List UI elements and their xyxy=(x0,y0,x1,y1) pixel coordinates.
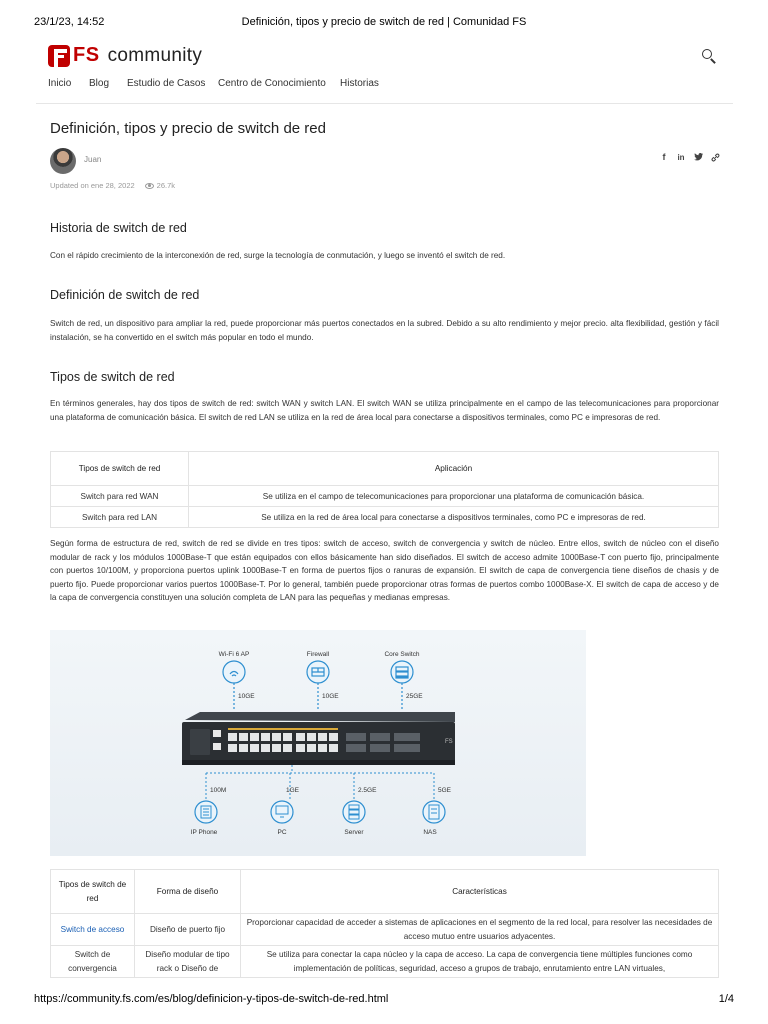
nav-item-inicio[interactable]: Inicio xyxy=(48,78,72,89)
switch-de-acceso-link[interactable]: Switch de acceso xyxy=(60,924,125,934)
table-cell: Switch para red LAN xyxy=(51,507,189,528)
topbar xyxy=(36,38,733,76)
view-count: 26.7k xyxy=(156,181,176,190)
section-title-definicion: Definición de switch de red xyxy=(50,288,200,302)
logo-community-text: community xyxy=(107,44,203,66)
network-diagram-image xyxy=(50,630,586,856)
link-label-25ge: 25GE xyxy=(406,693,423,700)
device-label-nas: NAS xyxy=(423,829,437,836)
device-label-pc: PC xyxy=(277,829,287,836)
table-cell: Diseño de puerto fijo xyxy=(135,914,241,946)
linkedin-icon[interactable]: in xyxy=(677,153,685,162)
section-text-historia: Con el rápido crecimiento de la interconexión de red, surge la tecnología de conmutación, y luego se inventó el switch de red. xyxy=(50,251,506,260)
switch-image xyxy=(182,712,455,765)
section-text-definicion: Switch de red, un dispositivo para ampliar la red, puede proporcionar más puertos conectados en la subred. Debido a su alto rendimiento y mejor precio. alta flexibilidad, gestión y fácil instalación, se ha convertido en el switch más popular en todo el mundo. xyxy=(50,319,719,342)
table-header-row xyxy=(51,870,719,914)
print-url: https://community.fs.com/es/blog/definicion-y-tipos-de-switch-de-red.html xyxy=(34,993,389,1005)
main-nav xyxy=(36,76,733,104)
switch-brand-label: FS xyxy=(445,739,453,745)
article-title: Definición, tipos y precio de switch de red xyxy=(50,120,326,137)
link-label-5ge: 5GE xyxy=(438,787,452,794)
print-page-title: Definición, tipos y precio de switch de red | Comunidad FS xyxy=(241,16,527,28)
nav-item-estudio-de-casos[interactable]: Estudio de Casos xyxy=(127,78,206,89)
author-name[interactable]: Juan xyxy=(84,155,102,164)
table-row xyxy=(51,486,719,507)
share-buttons xyxy=(660,153,719,162)
device-label-firewall: Firewall xyxy=(306,651,330,658)
characteristics-table xyxy=(50,869,719,978)
table-header-cell: Forma de diseño xyxy=(135,870,241,914)
twitter-icon[interactable] xyxy=(694,153,702,162)
link-label-100m: 100M xyxy=(210,787,227,794)
print-page-number: 1/4 xyxy=(718,993,734,1005)
nas-icon xyxy=(423,801,445,823)
fs-logo-icon xyxy=(48,45,70,67)
table-header-cell: Aplicación xyxy=(189,452,719,486)
author-row xyxy=(50,148,719,174)
section-text-tipos: En términos generales, hay dos tipos de switch de red: switch WAN y switch LAN. El switch WAN se utiliza principalmente en el campo de las telecomunicaciones para proporcionar una plataforma de comunicación básica. El switch de red LAN se utiliza en la red de área local para conectarse a dispositivos terminales, como PC e impresoras de red. xyxy=(50,399,719,422)
device-label-core-switch: Core Switch xyxy=(384,651,420,658)
nav-item-historias[interactable]: Historias xyxy=(340,78,379,89)
logo-fs-text: FS xyxy=(73,44,100,66)
table-cell: Se utiliza en el campo de telecomunicaciones para proporcionar una plataforma de comunicación básica. xyxy=(189,486,719,507)
avatar[interactable] xyxy=(50,148,76,174)
link-icon[interactable] xyxy=(711,153,719,162)
network-diagram xyxy=(50,630,586,856)
section-title-tipos: Tipos de switch de red xyxy=(50,370,175,384)
print-datetime: 23/1/23, 14:52 xyxy=(34,16,105,28)
table-header-cell: Tipos de switch de red xyxy=(51,452,189,486)
table-header-cell: Tipos de switch de red xyxy=(51,870,135,914)
article-meta xyxy=(50,181,175,190)
link-label-10ge-a: 10GE xyxy=(238,693,255,700)
eye-icon xyxy=(145,183,154,189)
nav-item-centro-de-conocimiento[interactable]: Centro de Conocimiento xyxy=(218,78,326,89)
print-footer xyxy=(34,993,734,1007)
link-label-2-5ge: 2.5GE xyxy=(358,787,377,794)
table-cell: Se utiliza en la red de área local para conectarse a dispositivos terminales, como PC e impresoras de red. xyxy=(189,507,719,528)
section-text-estructura: Según forma de estructura de red, switch de red se divide en tres tipos: switch de acceso, switch de convergencia y switch de núcleo. Entre ellos, switch de núcleo con el diseño modular de rack y los módulos 1000Base-T que están equipados con ellos básicamente han sido diseñados. El switch de acceso admite 1000Base-T con puerto fijo, principalmente con puertos 10/100M, y proporciona puertos uplink 1000Base-T en forma de puertos fijos o ranuras de expansión. El switch de capa de convergencia tiene diseños de chasis y de puerto fijo. Puede proporcionar varios puertos 1000Base-T. Por lo general, también puede proporcionar otras formas de puertos combo 1000Base-X. El switch de capa de acceso y de la capa de convergencia constituyen una solución completa de LAN para las pequeñas y medianas empresas. xyxy=(50,539,719,602)
device-label-ip-phone: IP Phone xyxy=(190,829,218,836)
section-title-historia: Historia de switch de red xyxy=(50,221,187,235)
site-header xyxy=(36,38,733,104)
nav-item-blog[interactable]: Blog xyxy=(89,78,110,89)
pc-icon xyxy=(271,801,293,823)
search-icon[interactable] xyxy=(701,48,717,64)
table-cell: Switch para red WAN xyxy=(51,486,189,507)
link-label-10ge-b: 10GE xyxy=(322,693,339,700)
fs-community-logo[interactable] xyxy=(48,44,202,67)
updated-date: Updated on ene 28, 2022 xyxy=(50,181,135,190)
table-row xyxy=(51,507,719,528)
table-header-row xyxy=(51,452,719,486)
table-cell: Diseño modular de tipo rack o Diseño de xyxy=(135,946,241,978)
table-row xyxy=(51,914,719,946)
table-cell: Se utiliza para conectar la capa núcleo y la capa de acceso. La capa de convergencia tiene múltiples funciones como implementación de políticas, seguridad, acceso a grupos de trabajo, enrutamiento entre LAN virtuales, xyxy=(241,946,719,978)
server-icon xyxy=(343,801,365,823)
print-header xyxy=(34,16,734,30)
table-cell: Switch de convergencia xyxy=(51,946,135,978)
link-label-1ge: 1GE xyxy=(286,787,300,794)
facebook-icon[interactable]: f xyxy=(662,152,666,162)
device-label-server: Server xyxy=(344,829,364,836)
table-cell: Proporcionar capacidad de acceder a sistemas de aplicaciones en el segmento de la red local, para resolver las necesidades de acceso mutuo entre usuarios adyacentes. xyxy=(241,914,719,946)
table-header-cell: Características xyxy=(241,870,719,914)
types-table xyxy=(50,451,719,528)
table-row xyxy=(51,946,719,978)
device-label-wifi-ap: Wi-Fi 6 AP xyxy=(218,651,250,658)
